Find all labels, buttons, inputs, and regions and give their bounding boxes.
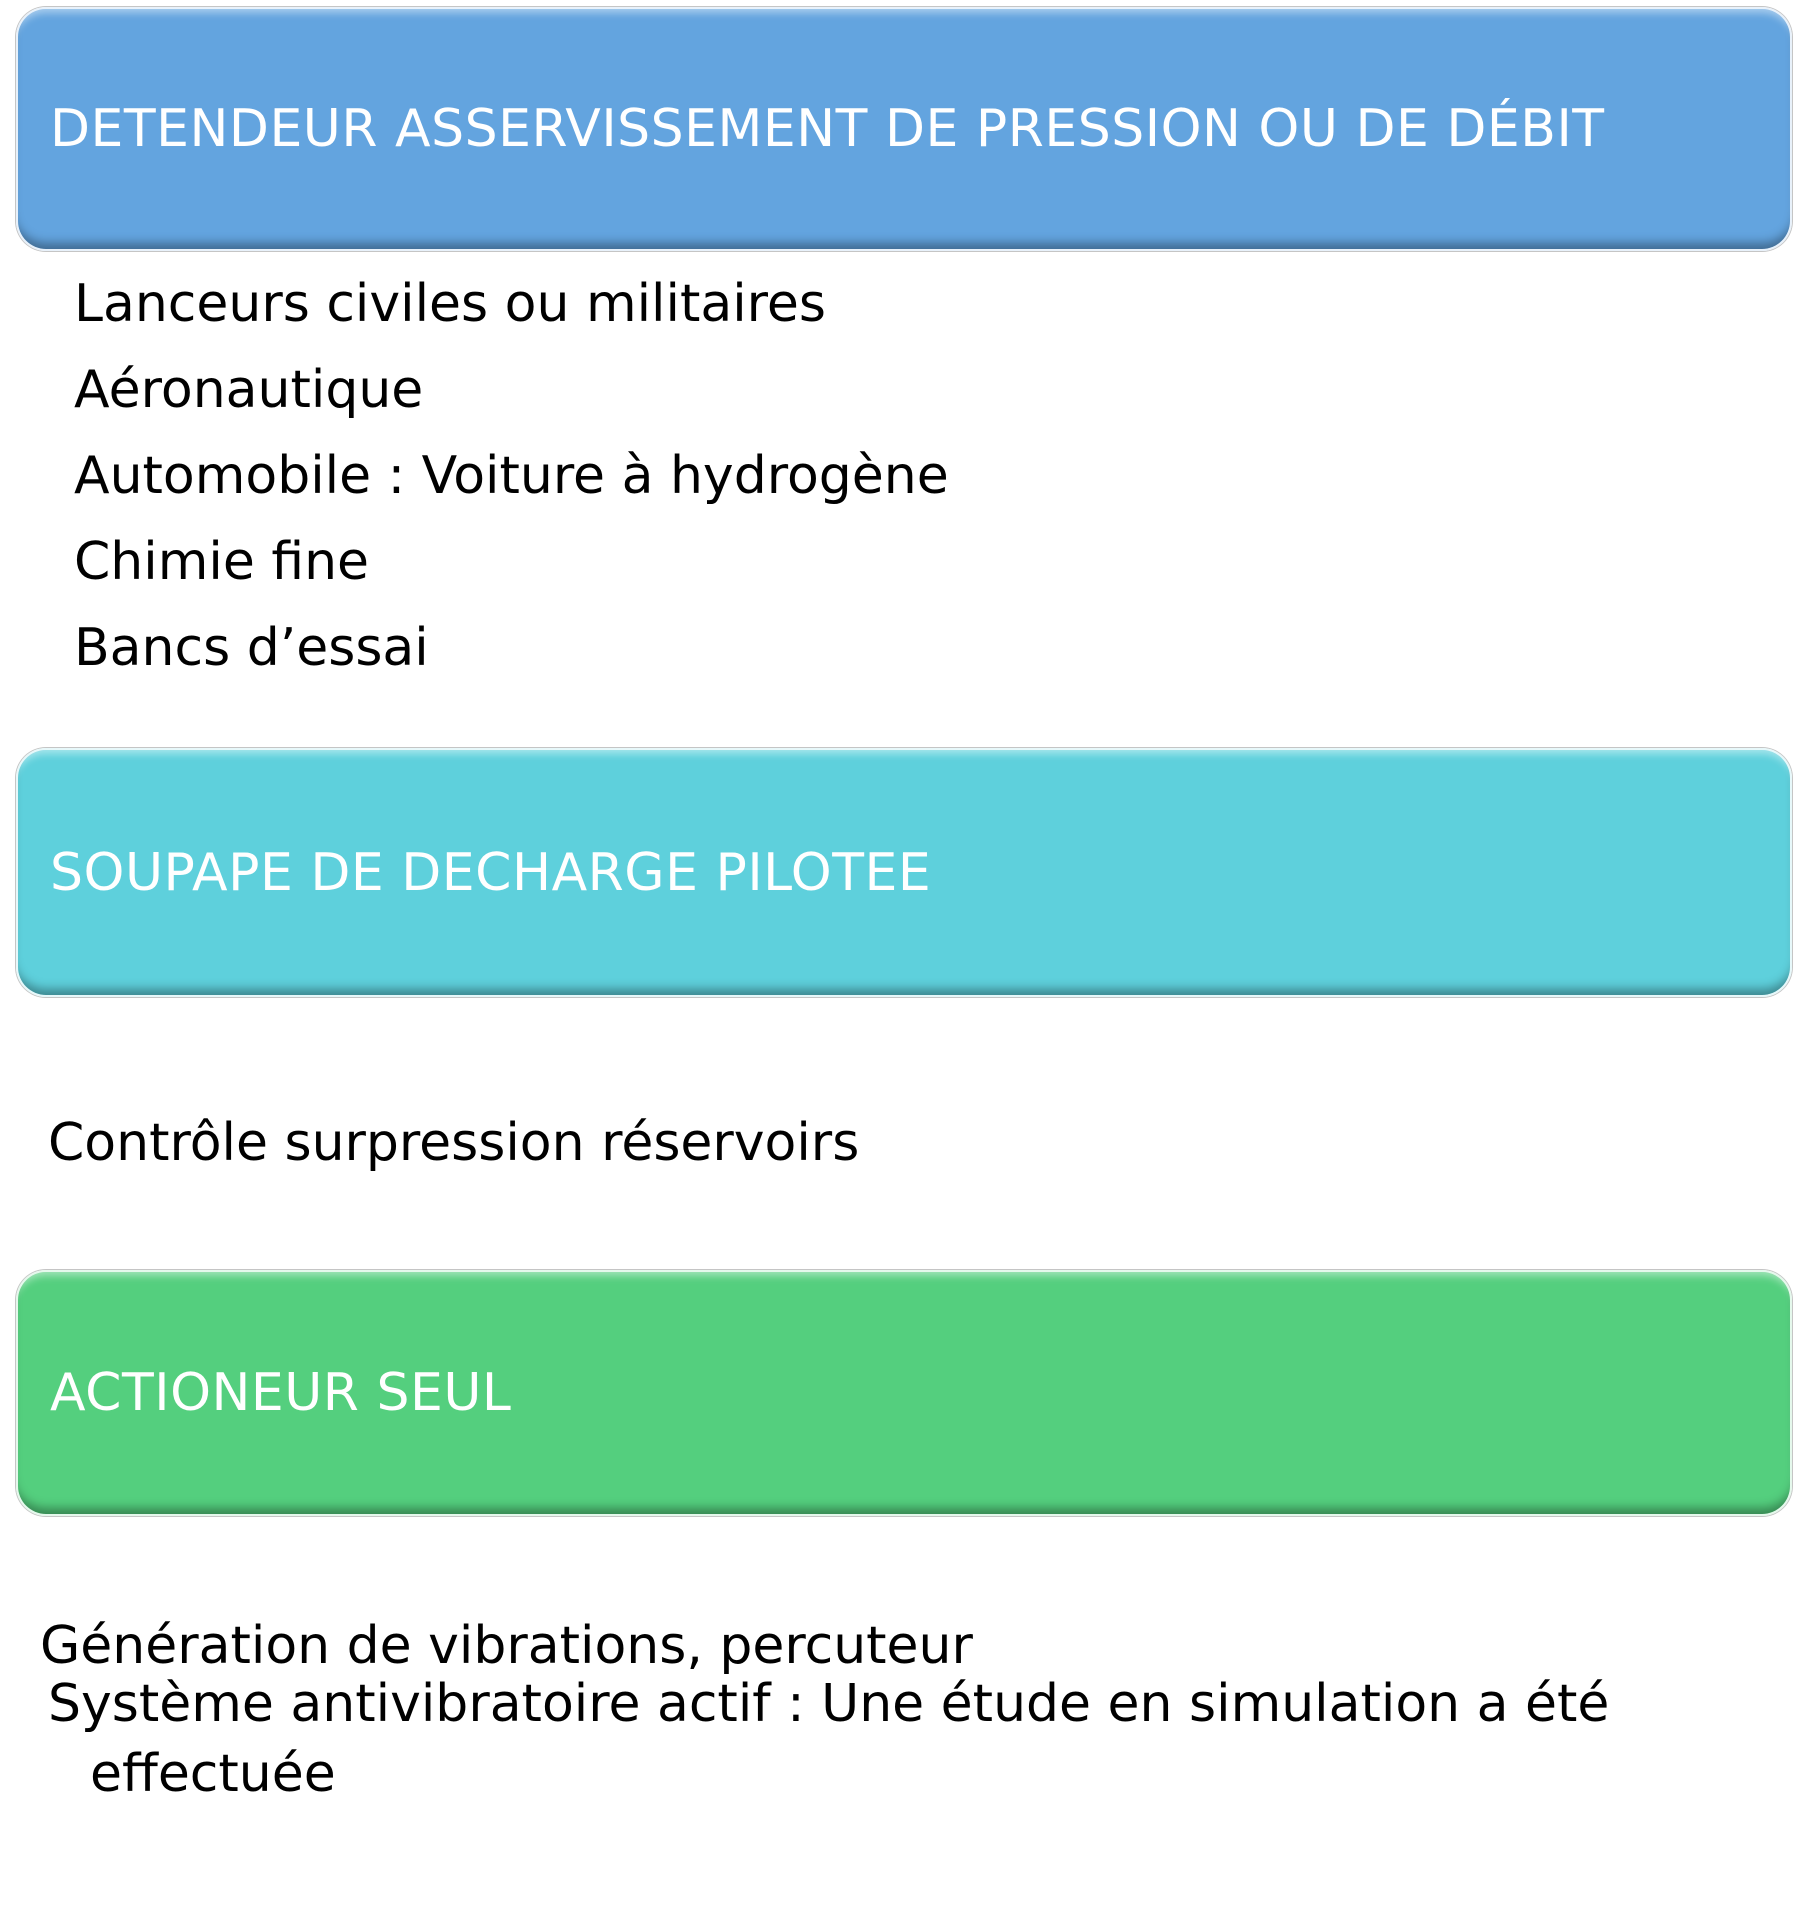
section-bar-actioneur bbox=[16, 1270, 1792, 1516]
list-item: Bancs d’essai bbox=[74, 618, 429, 678]
list-item: Automobile : Voiture à hydrogène bbox=[74, 446, 949, 506]
list-item: Chimie fine bbox=[74, 532, 370, 592]
section-title: DETENDEUR ASSERVISSEMENT DE PRESSION OU DE DÉBIT bbox=[50, 99, 1605, 159]
list-item: Système antivibratoire actif : Une étude en simulation a été bbox=[48, 1674, 1610, 1734]
list-item-continuation: effectuée bbox=[90, 1744, 336, 1804]
list-item: Contrôle surpression réservoirs bbox=[48, 1113, 860, 1173]
section-bar-detendeur bbox=[16, 7, 1792, 251]
section-bar-soupape bbox=[16, 748, 1792, 997]
application-list bbox=[74, 272, 949, 702]
list-item: Aéronautique bbox=[74, 360, 424, 420]
list-item: Lanceurs civiles ou militaires bbox=[74, 274, 826, 334]
section-title: ACTIONEUR SEUL bbox=[50, 1363, 512, 1423]
section-title: SOUPAPE DE DECHARGE PILOTEE bbox=[50, 842, 932, 903]
list-item: Génération de vibrations, percuteur bbox=[40, 1616, 973, 1676]
